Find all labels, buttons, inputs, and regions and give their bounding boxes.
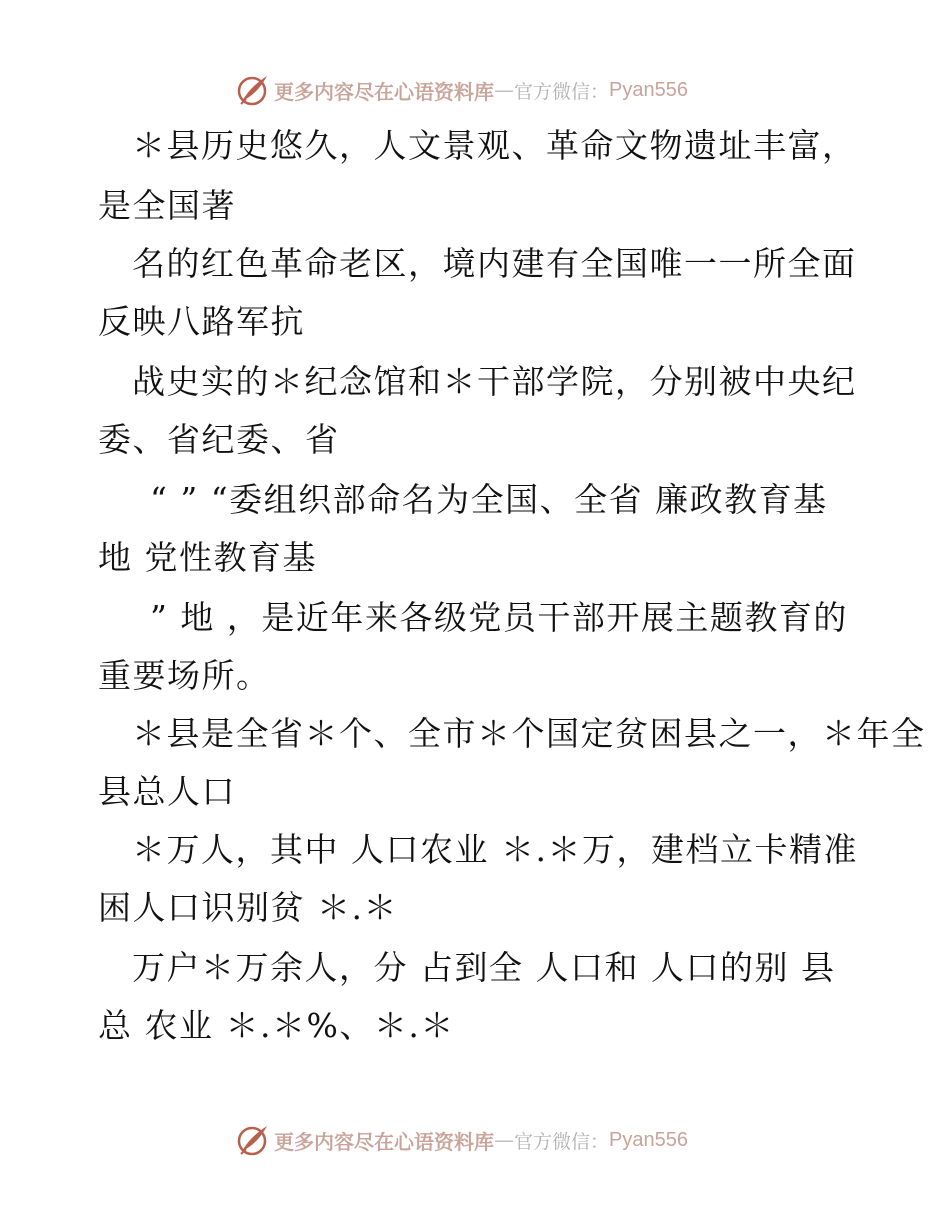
body-line: ＊县是全省＊个、全市＊个国定贫困县之一，＊年全 (132, 714, 926, 753)
body-line: ” 地 ，是近年来各级党员干部开展主题教育的 (150, 598, 848, 637)
watermark-separator: — (494, 78, 514, 102)
body-line: 地 党性教育基 (98, 538, 317, 577)
watermark-official-label: 官方微信： (514, 1130, 610, 1153)
body-line: 委、省纪委、省 (98, 420, 340, 459)
feather-pen-logo-icon (236, 1123, 270, 1157)
watermark-wechat-id: Pyan556 (609, 78, 688, 101)
body-line: 困人口识别贫 ＊.＊ (98, 888, 398, 927)
body-line: 战史实的＊纪念馆和＊干部学院，分别被中央纪 (132, 362, 857, 401)
header-watermark (236, 72, 688, 108)
body-line: 是全国著 (98, 186, 236, 225)
watermark-wechat-id: Pyan556 (609, 1128, 688, 1151)
feather-pen-logo-icon (236, 73, 270, 107)
body-line: “ ” “委组织部命名为全国、全省 廉政教育基 (150, 480, 828, 519)
body-line: ＊万人，其中 人口农业 ＊.＊万，建档立卡精准 (132, 830, 858, 869)
watermark-main-text: 更多内容尽在心语资料库 (274, 1129, 494, 1154)
watermark-official-label: 官方微信： (514, 80, 610, 103)
body-line: 万户＊万余人，分 占到全 人口和 人口的别 县 (132, 948, 836, 987)
body-line: 反映八路军抗 (98, 302, 305, 341)
body-line: 名的红色革命老区，境内建有全国唯一一所全面 (132, 244, 857, 283)
body-line: 总 农业 ＊.＊%、＊.＊ (98, 1006, 455, 1045)
body-line: 重要场所。 (98, 656, 271, 695)
footer-watermark (236, 1122, 688, 1158)
watermark-separator: — (494, 1128, 514, 1152)
body-line: ＊县历史悠久，人文景观、革命文物遗址丰富， (132, 126, 857, 165)
body-line: 县总人口 (98, 772, 236, 811)
watermark-main-text: 更多内容尽在心语资料库 (274, 79, 494, 104)
